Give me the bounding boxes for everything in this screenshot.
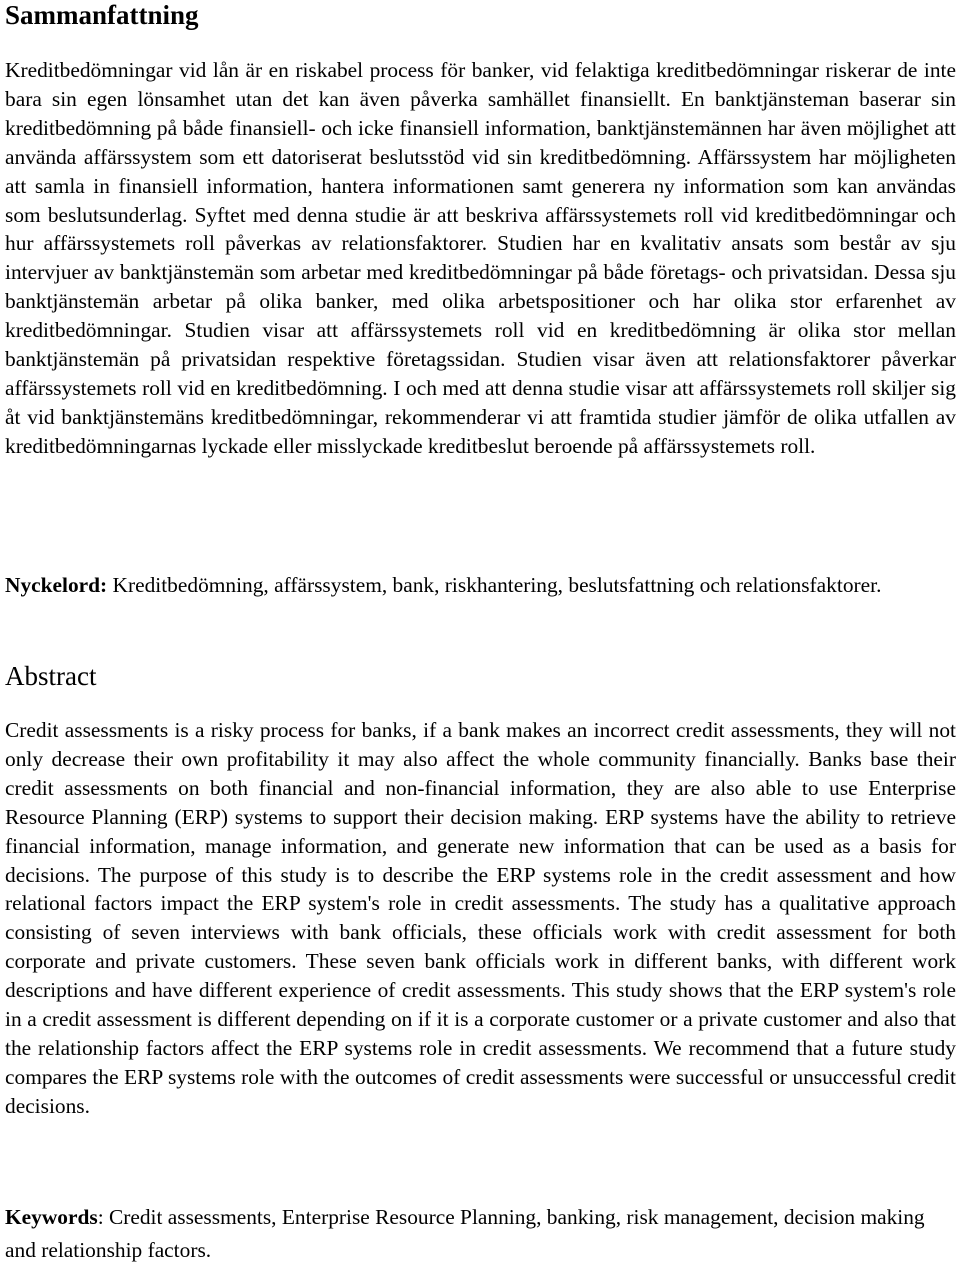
keywords-text-sv: Kreditbedömning, affärssystem, bank, riskhantering, beslutsfattning och relationsfaktorer. bbox=[107, 573, 882, 597]
keywords-label-en: Keywords bbox=[5, 1205, 98, 1229]
summary-heading-sv: Sammanfattning bbox=[5, 0, 199, 30]
abstract-heading-en: Abstract bbox=[5, 661, 97, 691]
keywords-text-en: : Credit assessments, Enterprise Resource Planning, banking, risk management, decision making and relationship factors. bbox=[5, 1205, 925, 1262]
summary-body-sv: Kreditbedömningar vid lån är en riskabel process för banker, vid felaktiga kreditbedömningar riskerar de inte bara sin egen lönsamhet utan det kan även påverka samhället finansiellt. En banktjänsteman baserar sin kreditbedömning på både finansiell- och icke finansiell information, banktjänstemännen har även möjlighet att använda affärssystem som ett datoriserat beslutsstöd vid sin kreditbedömning. Affärssystem har möjligheten att samla in finansiell information, hantera informationen samt generera ny information som kan användas som beslutsunderlag. Syftet med denna studie är att beskriva affärssystemets roll vid kreditbedömningar och hur affärssystemets roll påverkas av relationsfaktorer. Studien har en kvalitativ ansats som består av sju intervjuer av banktjänstemän som arbetar med kreditbedömningar på både företags- och privatsidan. Dessa sju banktjänstemän arbetar på olika banker, med olika arbetspositioner och har olika stor erfarenhet av kreditbedömningar. Studien visar att affärssystemets roll vid en kreditbedömning är olika stor mellan banktjänstemän på privatsidan respektive företagssidan. Studien visar även att relationsfaktorer påverkar affärssystemets roll vid en kreditbedömning. I och med att denna studie visar att affärssystemets roll skiljer sig åt vid banktjänstemäns kreditbedömningar, rekommenderar vi att framtida studier jämför de olika utfallen av kreditbedömningarnas lyckade eller misslyckade kreditbeslut beroende på affärssystemets roll. bbox=[5, 58, 956, 458]
keywords-paragraph-en bbox=[5, 1201, 956, 1267]
abstract-body-en: Credit assessments is a risky process for banks, if a bank makes an incorrect credit assessments, they will not only decrease their own profitability it may also affect the whole community financially. Banks base their credit assessments on both financial and non-financial information, they are also able to use Enterprise Resource Planning (ERP) systems to support their decision making. ERP systems have the ability to retrieve financial information, manage information, and generate new information that can be used as a basis for decisions. The purpose of this study is to describe the ERP systems role in the credit assessment and how relational factors impact the ERP system's role in credit assessments. The study has a qualitative approach consisting of seven interviews with bank officials, these officials work with credit assessment for both corporate and private customers. These seven bank officials work in different banks, with different work descriptions and have different experience of credit assessments. This study shows that the ERP system's role in a credit assessment is different depending on if it is a corporate customer or a private customer and also that the relationship factors affect the ERP systems role in credit assessments. We recommend that a future study compares the ERP systems role with the outcomes of credit assessments were successful or unsuccessful credit decisions. bbox=[5, 718, 956, 1118]
keywords-label-sv: Nyckelord: bbox=[5, 573, 108, 597]
keywords-paragraph-sv bbox=[5, 569, 956, 602]
